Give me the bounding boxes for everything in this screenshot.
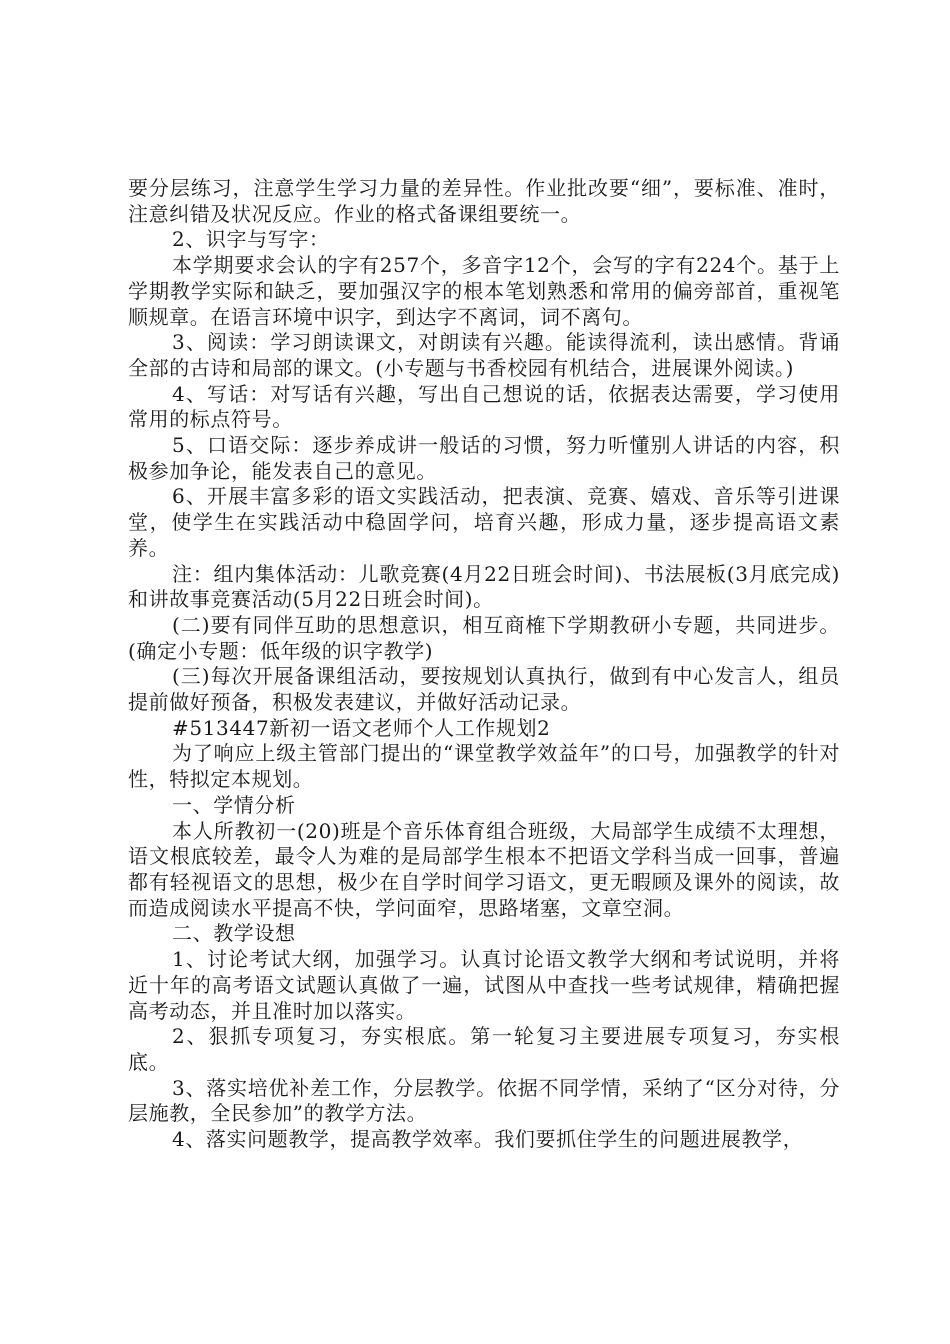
paragraph: 本人所教初一(20)班是个音乐体育组合班级，大局部学生成绩不太理想，语文根底较差，最令人为难的是局部学生根本不把语文学科当成一回事，普遍都有轻视语文的思想，极少在自学时间学习语文，更无暇顾及课外的阅读，故而造成阅读水平提高不快，学问面窄，思路堵塞，文章空洞。 bbox=[128, 818, 840, 920]
paragraph: 1、讨论考试大纲，加强学习。认真讨论语文教学大纲和考试说明，并将近十年的高考语文试题认真做了一遍，试图从中查找一些考试规律，精确把握高考动态，并且准时加以落实。 bbox=[128, 947, 840, 1023]
paragraph: (三)每次开展备课组活动，要按规划认真执行，做到有中心发言人，组员提前做好预备，积极发表建议，并做好活动记录。 bbox=[128, 664, 840, 715]
paragraph: 要分层练习，注意学生学习力量的差异性。作业批改要“细”，要标准、准时，注意纠错及状况反应。作业的格式备课组要统一。 bbox=[128, 176, 840, 226]
paragraph: 4、写话：对写话有兴趣，写出自己想说的话，依据表达需要，学习使用常用的标点符号。 bbox=[128, 381, 840, 432]
paragraph: 注：组内集体活动：儿歌竞赛(4月22日班会时间)、书法展板(3月底完成)和讲故事竞赛活动(5月22日班会时间)。 bbox=[128, 561, 840, 612]
paragraph: 3、落实培优补差工作，分层教学。依据不同学情，采纳了“区分对待，分层施教，全民参加”的教学方法。 bbox=[128, 1075, 840, 1126]
section-heading: 二、教学设想 bbox=[172, 921, 296, 946]
document-body bbox=[128, 176, 840, 1153]
paragraph: 4、落实问题教学，提高教学效率。我们要抓住学生的问题进展教学， bbox=[172, 1127, 804, 1152]
paragraph: 5、口语交际：逐步养成讲一般话的习惯，努力听懂别人讲话的内容，积极参加争论，能发表自己的意见。 bbox=[128, 433, 840, 483]
paragraph: 6、开展丰富多彩的语文实践活动，把表演、竞赛、嬉戏、音乐等引进课堂，使学生在实践活动中稳固学问，培育兴趣，形成力量，逐步提高语文素养。 bbox=[128, 484, 840, 560]
paragraph: 3、阅读：学习朗读课文，对朗读有兴趣。能读得流利，读出感情。背诵全部的古诗和局部的课文。(小专题与书香校园有机结合，进展课外阅读。) bbox=[128, 330, 840, 380]
section-heading: 一、学情分析 bbox=[172, 792, 296, 817]
paragraph: 2、识字与写字： bbox=[172, 227, 330, 252]
paragraph: (二)要有同伴互助的思想意识，相互商榷下学期教研小专题，共同进步。(确定小专题：低年级的识字教学) bbox=[128, 612, 840, 663]
section-title: #513447新初一语文老师个人工作规划2 bbox=[172, 715, 551, 740]
paragraph: 2、狠抓专项复习，夯实根底。第一轮复习主要进展专项复习，夯实根底。 bbox=[128, 1024, 840, 1074]
paragraph: 为了响应上级主管部门提出的“课堂教学效益年”的口号，加强教学的针对性，特拟定本规划。 bbox=[128, 741, 840, 792]
paragraph: 本学期要求会认的字有257个，多音字12个，会写的字有224个。基于上学期教学实际和缺乏，要加强汉字的根本笔划熟悉和常用的偏旁部首，重视笔顺规章。在语言环境中识字，到达字不离词，词不离句。 bbox=[128, 253, 840, 329]
